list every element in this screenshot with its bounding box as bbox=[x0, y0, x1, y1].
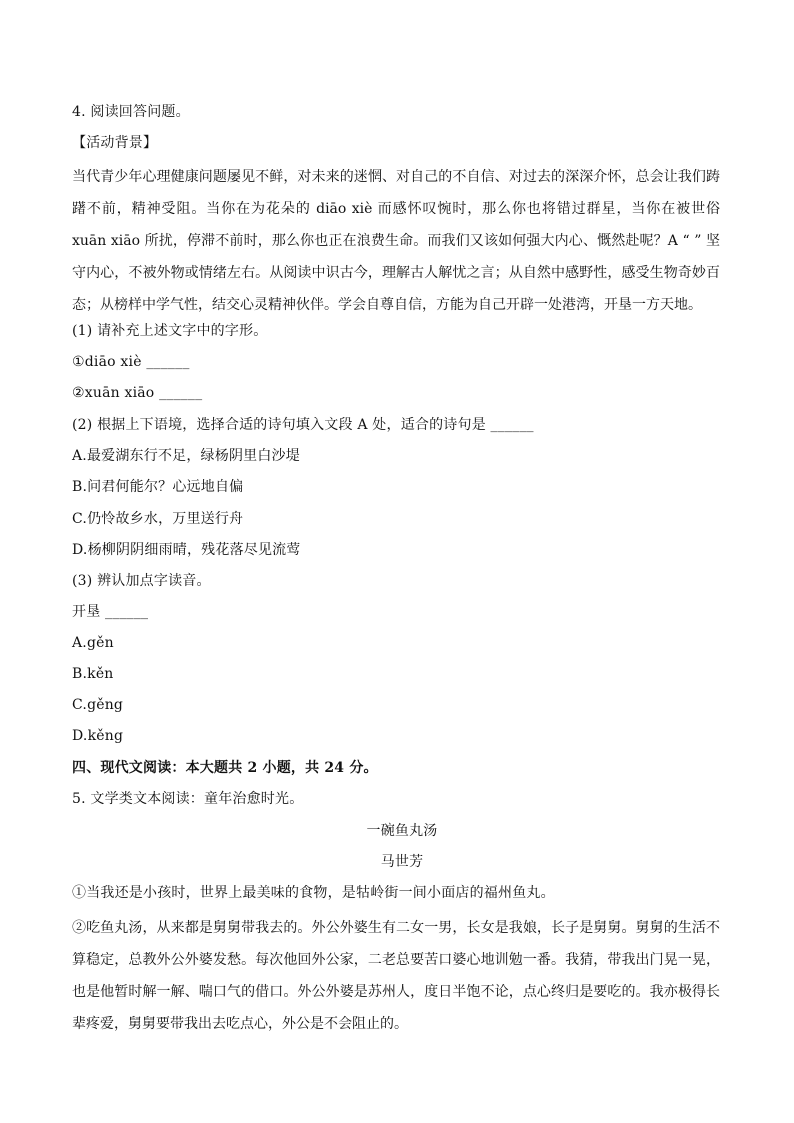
subquestion-1: (1) 请补充上述文字中的字形。 bbox=[72, 323, 268, 339]
subquestion-3-option-b: B.kěn bbox=[72, 666, 114, 682]
section-4-heading: 四、现代文阅读：本大题共 2 小题，共 24 分。 bbox=[72, 760, 378, 776]
subquestion-2: (2) 根据上下语境，选择合适的诗句填入文段 A 处，适合的诗句是 ______ bbox=[72, 417, 534, 433]
question-5-title: 5. 文学类文本阅读：童年治愈时光。 bbox=[72, 791, 304, 807]
activity-background-label: 【活动背景】 bbox=[72, 135, 158, 151]
essay-paragraph-2: ②吃鱼丸汤，从来都是舅舅带我去的。外公外婆生有二女一男，长女是我娘，长子是舅舅。舅舅的生活不算稳定，总教外公外婆发愁。每次他回外公家，二老总要苦口婆心地训勉一番。我猜，带我出门晃一晃，也是他暂时解一解、喘口气的借口。外公外婆是苏州人，度日半饱不论，点心终归是要吃的。我亦极得长辈疼爱，舅舅要带我出去吃点心，外公是不会阻止的。 bbox=[72, 920, 720, 1032]
background-paragraph: 当代青少年心理健康问题屡见不鲜，对未来的迷惘、对自己的不自信、对过去的深深介怀，总会让我们踌躇不前，精神受阻。当你在为花朵的 diāo xiè 而感怀叹惋时，那么你也将错过群星，当你在被世俗 xuān xiāo 所扰，停滞不前时，那么你也正在浪费生命。而我们又该如何强大内心、慨然赴呢？A “ ” 坚守内心，不被外物或情绪左右。从阅读中识古今，理解古人解忧之言；从自然中感野性，感受生物奇妙百态；从榜样中学气性，结交心灵精神伙伴。学会自尊自信，方能为自己开辟一处港湾，开垦一方天地。 bbox=[72, 169, 720, 313]
subquestion-2-option-b: B.问君何能尔？心远地自偏 bbox=[72, 479, 244, 495]
subquestion-1-blank-b: ②xuān xiāo ______ bbox=[72, 385, 203, 401]
essay-title: 一碗鱼丸汤 bbox=[366, 823, 438, 839]
subquestion-2-option-d: D.杨柳阴阴细雨晴，残花落尽见流莺 bbox=[72, 542, 301, 558]
subquestion-3-word: 开垦 ______ bbox=[72, 604, 149, 620]
subquestion-3-option-a: A.gěn bbox=[72, 635, 114, 651]
question-4-title: 4. 阅读回答问题。 bbox=[72, 104, 190, 120]
subquestion-2-option-a: A.最爱湖东行不足，绿杨阴里白沙堤 bbox=[72, 448, 300, 464]
subquestion-3-option-d: D.kěng bbox=[72, 728, 124, 744]
subquestion-1-blank-a: ①diāo xiè ______ bbox=[72, 354, 190, 370]
essay-paragraph-1: ①当我还是小孩时，世界上最美味的食物，是牯岭街一间小面店的福州鱼丸。 bbox=[72, 885, 555, 901]
subquestion-3: (3) 辨认加点字读音。 bbox=[72, 573, 211, 589]
subquestion-3-option-c: C.gěng bbox=[72, 697, 124, 713]
essay-author: 马世芳 bbox=[380, 854, 424, 870]
subquestion-2-option-c: C.仍怜故乡水，万里送行舟 bbox=[72, 511, 244, 527]
